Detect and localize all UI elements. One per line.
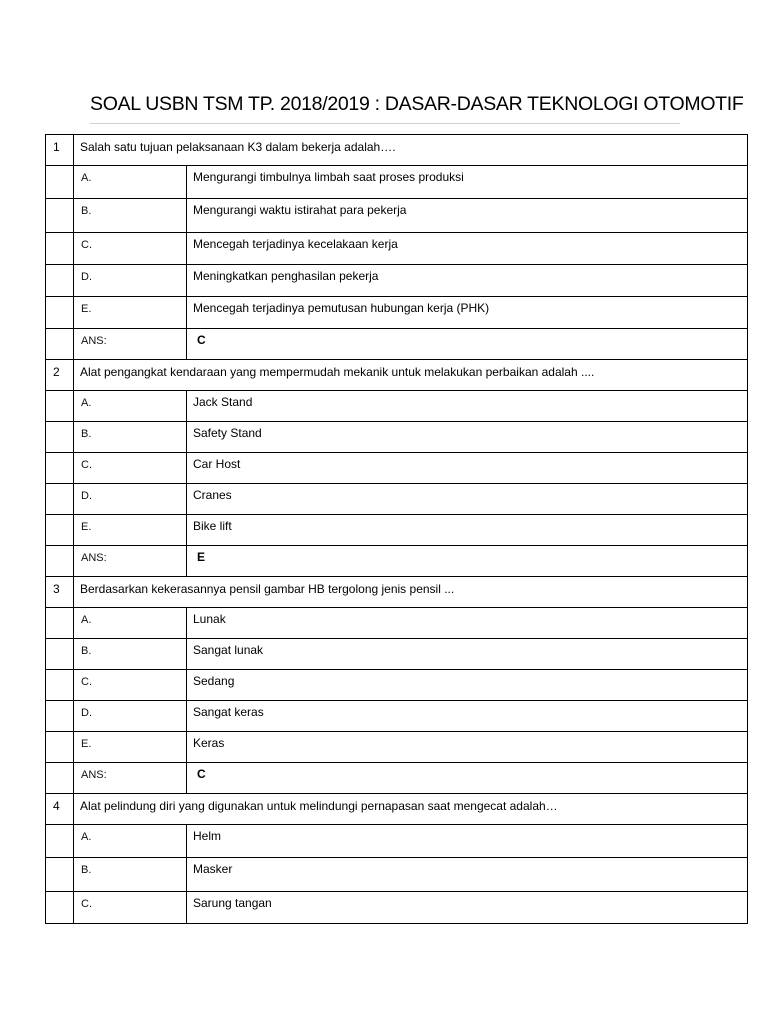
option-row (46, 265, 748, 297)
question-text: Alat pengangkat kendaraan yang mempermudah mekanik untuk melakukan perbaikan adalah .... (74, 360, 748, 391)
option-spacer (46, 892, 74, 924)
option-text: Cranes (187, 484, 748, 515)
option-text: Meningkatkan penghasilan pekerja (187, 265, 748, 297)
option-label: D. (74, 701, 187, 732)
option-spacer (46, 199, 74, 233)
option-row (46, 825, 748, 858)
option-text: Bike lift (187, 515, 748, 546)
answer-label: ANS: (74, 763, 187, 794)
option-label: A. (74, 825, 187, 858)
option-label: C. (74, 892, 187, 924)
answer-spacer (46, 546, 74, 577)
question-number: 1 (46, 135, 74, 166)
option-row (46, 166, 748, 199)
option-spacer (46, 453, 74, 484)
option-text: Mengurangi waktu istirahat para pekerja (187, 199, 748, 233)
question-number: 3 (46, 577, 74, 608)
option-label: E. (74, 515, 187, 546)
option-text: Sangat keras (187, 701, 748, 732)
option-row (46, 639, 748, 670)
option-spacer (46, 732, 74, 763)
option-label: A. (74, 166, 187, 199)
option-label: E. (74, 297, 187, 329)
answer-value: E (187, 546, 748, 577)
option-row (46, 422, 748, 453)
answer-spacer (46, 329, 74, 360)
document-title: SOAL USBN TSM TP. 2018/2019 : DASAR-DASAR TEKNOLOGI OTOMOTIF (90, 93, 744, 115)
option-row (46, 233, 748, 265)
option-label: B. (74, 422, 187, 453)
option-label: D. (74, 484, 187, 515)
option-label: A. (74, 608, 187, 639)
option-row (46, 892, 748, 924)
option-text: Car Host (187, 453, 748, 484)
option-row (46, 199, 748, 233)
option-row (46, 732, 748, 763)
option-text: Mencegah terjadinya kecelakaan kerja (187, 233, 748, 265)
option-spacer (46, 858, 74, 892)
option-label: E. (74, 732, 187, 763)
question-row (46, 794, 748, 825)
option-text: Sedang (187, 670, 748, 701)
option-spacer (46, 265, 74, 297)
option-row (46, 484, 748, 515)
option-label: D. (74, 265, 187, 297)
option-text: Masker (187, 858, 748, 892)
option-text: Helm (187, 825, 748, 858)
option-spacer (46, 422, 74, 453)
answer-spacer (46, 763, 74, 794)
answer-label: ANS: (74, 546, 187, 577)
option-spacer (46, 391, 74, 422)
question-table-body (46, 135, 748, 924)
option-label: B. (74, 858, 187, 892)
option-label: C. (74, 233, 187, 265)
option-row (46, 297, 748, 329)
option-row (46, 670, 748, 701)
option-label: C. (74, 453, 187, 484)
option-text: Safety Stand (187, 422, 748, 453)
title-underline (90, 123, 680, 124)
option-text: Sarung tangan (187, 892, 748, 924)
question-table (45, 134, 748, 924)
option-spacer (46, 608, 74, 639)
option-label: C. (74, 670, 187, 701)
option-spacer (46, 515, 74, 546)
question-row (46, 577, 748, 608)
question-number: 2 (46, 360, 74, 391)
option-spacer (46, 297, 74, 329)
option-text: Mengurangi timbulnya limbah saat proses produksi (187, 166, 748, 199)
option-spacer (46, 825, 74, 858)
option-spacer (46, 166, 74, 199)
option-text: Mencegah terjadinya pemutusan hubungan kerja (PHK) (187, 297, 748, 329)
option-spacer (46, 670, 74, 701)
option-text: Keras (187, 732, 748, 763)
answer-row (46, 329, 748, 360)
question-text: Alat pelindung diri yang digunakan untuk melindungi pernapasan saat mengecat adalah… (74, 794, 748, 825)
answer-row (46, 546, 748, 577)
question-text: Berdasarkan kekerasannya pensil gambar HB tergolong jenis pensil ... (74, 577, 748, 608)
answer-label: ANS: (74, 329, 187, 360)
option-row (46, 858, 748, 892)
option-label: B. (74, 639, 187, 670)
option-row (46, 608, 748, 639)
option-row (46, 701, 748, 732)
question-row (46, 360, 748, 391)
answer-value: C (187, 763, 748, 794)
option-text: Jack Stand (187, 391, 748, 422)
option-spacer (46, 484, 74, 515)
answer-row (46, 763, 748, 794)
question-number: 4 (46, 794, 74, 825)
option-text: Sangat lunak (187, 639, 748, 670)
option-label: A. (74, 391, 187, 422)
option-label: B. (74, 199, 187, 233)
question-row (46, 135, 748, 166)
option-spacer (46, 233, 74, 265)
option-text: Lunak (187, 608, 748, 639)
option-spacer (46, 701, 74, 732)
question-text: Salah satu tujuan pelaksanaan K3 dalam bekerja adalah…. (74, 135, 748, 166)
option-spacer (46, 639, 74, 670)
option-row (46, 391, 748, 422)
option-row (46, 515, 748, 546)
answer-value: C (187, 329, 748, 360)
option-row (46, 453, 748, 484)
